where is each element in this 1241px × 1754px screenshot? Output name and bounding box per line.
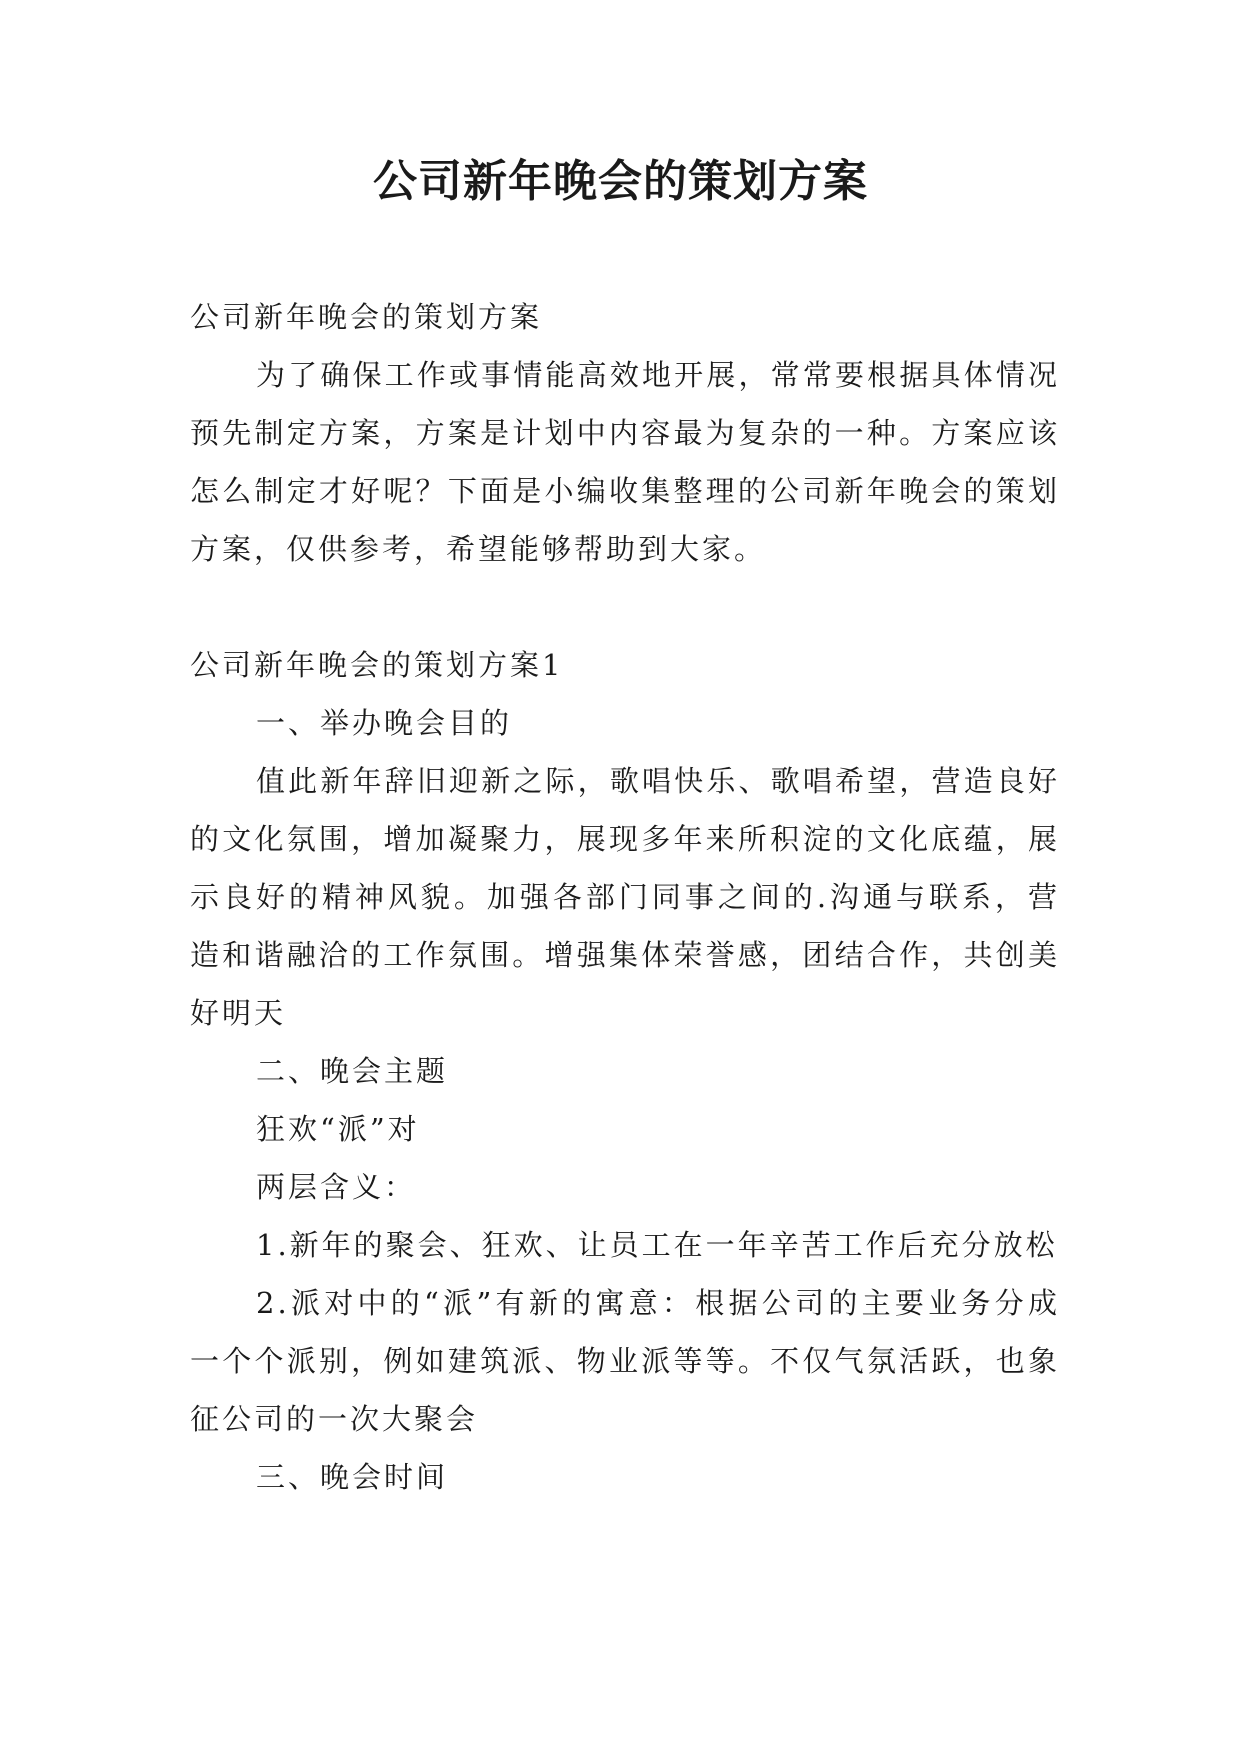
theme-name: 狂欢“派”对 [256, 1112, 420, 1146]
theme-heading: 二、晚会主题 [256, 1054, 449, 1088]
subtitle: 公司新年晚会的策划方案 [190, 300, 543, 334]
document-body [190, 288, 1060, 1506]
section-1-heading: 公司新年晚会的策划方案1 [190, 648, 564, 682]
purpose-heading: 一、举办晚会目的 [256, 706, 513, 740]
paragraph-gap [190, 578, 1060, 636]
purpose-paragraph: 值此新年辞旧迎新之际，歌唱快乐、歌唱希望，营造良好的文化氛围，增加凝聚力，展现多年来所积淀的文化底蕴，展示良好的精神风貌。加强各部门同事之间的.沟通与联系，营造和谐融洽的工作氛围。增强集体荣誉感，团结合作，共创美好明天 [190, 764, 1060, 1030]
intro-paragraph: 为了确保工作或事情能高效地开展，常常要根据具体情况预先制定方案，方案是计划中内容最为复杂的一种。方案应该怎么制定才好呢？下面是小编收集整理的公司新年晚会的策划方案，仅供参考，希望能够帮助到大家。 [190, 358, 1060, 566]
theme-meaning-label: 两层含义： [256, 1170, 417, 1204]
meaning-item-2: 2.派对中的“派”有新的寓意：根据公司的主要业务分成一个个派别，例如建筑派、物业派等等。不仅气氛活跃，也象征公司的一次大聚会 [190, 1286, 1060, 1436]
meaning-item-1: 1.新年的聚会、狂欢、让员工在一年辛苦工作后充分放松 [256, 1228, 1058, 1262]
document-title: 公司新年晚会的策划方案 [373, 156, 868, 207]
time-heading: 三、晚会时间 [256, 1460, 449, 1494]
